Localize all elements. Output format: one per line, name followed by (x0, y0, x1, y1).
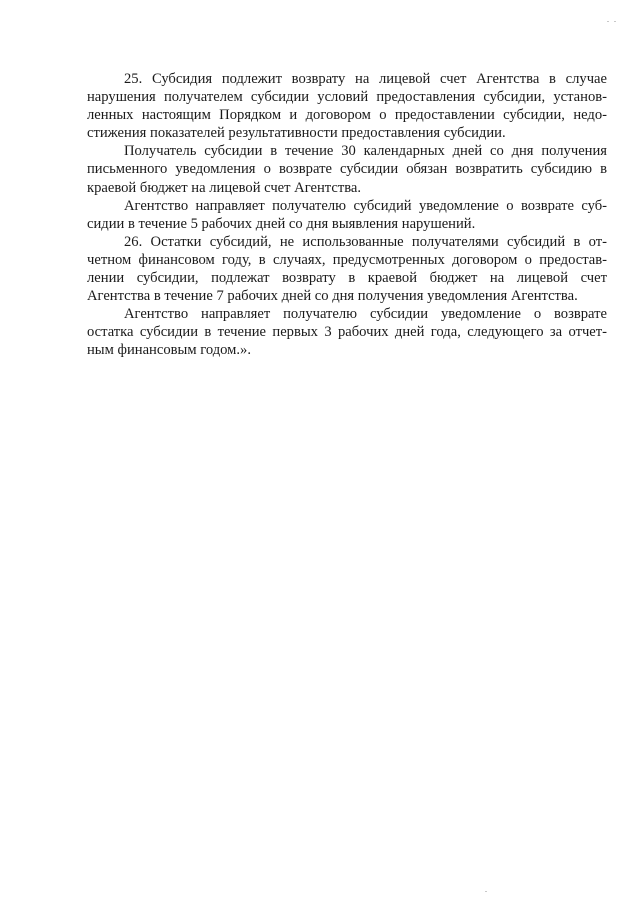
text-line: письменного уведомления о возврате субсидии обязан возвратить субсидию в (87, 161, 607, 178)
text-line: четном финансовом году, в случаях, предусмотренных договором о предостав- (87, 251, 607, 268)
paragraph-agency-notice (87, 197, 607, 233)
scan-speck (485, 891, 487, 892)
text-line: ным финансовым годом.». (87, 342, 251, 359)
text-line: 26. Остатки субсидий, не использованные получателями субсидий в от- (124, 233, 607, 250)
text-line: Агентство направляет получателю субсидий уведомление о возврате суб- (124, 197, 607, 214)
document-body (87, 70, 607, 360)
scan-speck (614, 21, 616, 22)
text-line: ленных настоящим Порядком и договором о предоставлении субсидии, недо- (87, 107, 607, 124)
text-line: 25. Субсидия подлежит возврату на лицевой счет Агентства в случае (124, 71, 607, 87)
paragraph-recipient-refund (87, 142, 607, 196)
scan-speck (607, 21, 609, 22)
paragraph-25 (87, 70, 607, 142)
text-line: нарушения получателем субсидии условий предоставления субсидии, установ- (87, 89, 607, 106)
text-line: сидии в течение 5 рабочих дней со дня выявления нарушений. (87, 215, 476, 232)
text-line: остатка субсидии в течение первых 3 рабочих дней года, следующего за отчет- (87, 324, 607, 341)
paragraph-26 (87, 233, 607, 305)
text-line: краевой бюджет на лицевой счет Агентства. (87, 179, 362, 196)
paragraph-agency-remainder-notice (87, 305, 607, 359)
text-line: Агентства в течение 7 рабочих дней со дня получения уведомления Агентства. (87, 288, 578, 305)
text-line: стижения показателей результативности предоставления субсидии. (87, 125, 506, 142)
text-line: лении субсидии, подлежат возврату в краевой бюджет на лицевой счет (87, 270, 607, 287)
text-line: Агентство направляет получателю субсидии уведомление о возврате (124, 306, 607, 323)
text-line: Получатель субсидии в течение 30 календарных дней со дня получения (124, 143, 607, 160)
